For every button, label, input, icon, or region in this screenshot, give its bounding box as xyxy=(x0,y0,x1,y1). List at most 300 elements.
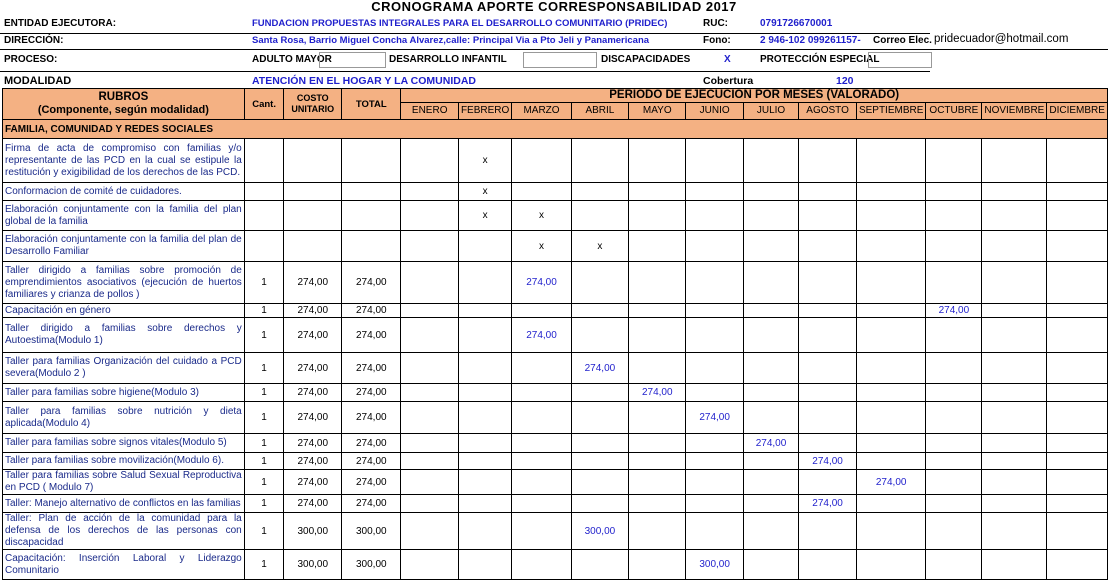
total-cell xyxy=(342,231,401,262)
month-cell xyxy=(629,402,686,434)
table-row xyxy=(3,231,1108,262)
ruc-label: RUC: xyxy=(703,18,728,29)
cant-cell: 1 xyxy=(244,550,284,580)
month-cell xyxy=(926,384,982,402)
proteccion-label: PROTECCIÓN ESPECIAL xyxy=(760,54,880,65)
discapacidades-mark: X xyxy=(724,54,731,65)
month-cell xyxy=(1047,262,1108,304)
month-cell xyxy=(799,353,857,384)
periodo-header: PERIODO DE EJECUCION POR MESES (VALORADO) xyxy=(401,89,1108,103)
total-cell: 274,00 xyxy=(342,384,401,402)
cobertura-label: Cobertura xyxy=(703,75,754,87)
desarrollo-infantil-box xyxy=(523,52,597,68)
month-cell xyxy=(926,318,982,353)
month-cell: x xyxy=(458,183,511,201)
month-cell xyxy=(1047,470,1108,495)
table-row xyxy=(3,550,1108,580)
month-cell xyxy=(926,231,982,262)
table-row xyxy=(3,304,1108,318)
month-cell xyxy=(1047,183,1108,201)
costo-cell: 274,00 xyxy=(284,470,342,495)
month-cell xyxy=(401,550,459,580)
month-cell xyxy=(571,201,628,231)
month-cell xyxy=(982,231,1047,262)
month-cell xyxy=(629,550,686,580)
total-cell: 274,00 xyxy=(342,318,401,353)
costo-cell xyxy=(284,139,342,183)
costo-cell: 274,00 xyxy=(284,353,342,384)
month-cell xyxy=(629,183,686,201)
costo-cell: 300,00 xyxy=(284,550,342,580)
month-cell xyxy=(743,402,798,434)
month-cell xyxy=(799,304,857,318)
modalidad-value: ATENCIÓN EN EL HOGAR Y LA COMUNIDAD xyxy=(252,75,477,87)
entidad-label: ENTIDAD EJECUTORA: xyxy=(4,18,117,29)
month-header: JUNIO xyxy=(686,103,743,120)
month-header: NOVIEMBRE xyxy=(982,103,1047,120)
rubro-description: Taller para familias sobre movilización(Modulo 6). xyxy=(3,453,245,470)
costo-cell xyxy=(284,201,342,231)
month-cell xyxy=(856,495,925,513)
adulto-mayor-label: ADULTO MAYOR xyxy=(252,54,332,65)
month-cell xyxy=(856,402,925,434)
month-cell xyxy=(512,139,571,183)
month-cell xyxy=(458,453,511,470)
month-cell xyxy=(982,402,1047,434)
month-cell xyxy=(512,513,571,550)
total-cell: 274,00 xyxy=(342,353,401,384)
month-cell: 300,00 xyxy=(571,513,628,550)
table-row xyxy=(3,318,1108,353)
month-cell xyxy=(1047,550,1108,580)
month-cell xyxy=(926,139,982,183)
month-cell xyxy=(743,262,798,304)
month-header: DICIEMBRE xyxy=(1047,103,1108,120)
month-header: MAYO xyxy=(629,103,686,120)
month-cell xyxy=(512,384,571,402)
cant-cell: 1 xyxy=(244,495,284,513)
month-cell xyxy=(982,318,1047,353)
month-cell xyxy=(686,231,743,262)
month-cell xyxy=(458,304,511,318)
month-cell xyxy=(629,201,686,231)
month-cell xyxy=(926,402,982,434)
month-cell xyxy=(401,384,459,402)
month-cell xyxy=(571,402,628,434)
cant-cell: 1 xyxy=(244,262,284,304)
month-cell xyxy=(982,434,1047,453)
schedule-table xyxy=(2,88,1108,580)
month-cell xyxy=(629,139,686,183)
month-header: FEBRERO xyxy=(458,103,511,120)
month-cell xyxy=(686,353,743,384)
month-cell xyxy=(629,304,686,318)
rubro-description: Taller para familias sobre signos vitales(Modulo 5) xyxy=(3,434,245,453)
month-cell xyxy=(1047,304,1108,318)
month-cell xyxy=(743,513,798,550)
month-cell xyxy=(743,550,798,580)
month-cell xyxy=(458,262,511,304)
modalidad-label: MODALIDAD xyxy=(4,75,72,87)
month-cell xyxy=(458,402,511,434)
month-cell: x xyxy=(512,231,571,262)
month-cell xyxy=(458,513,511,550)
month-cell xyxy=(686,183,743,201)
fono-value: 2 946-102 099261157- xyxy=(760,35,861,46)
month-cell xyxy=(1047,495,1108,513)
cant-cell: 1 xyxy=(244,513,284,550)
month-cell xyxy=(401,353,459,384)
month-cell xyxy=(926,495,982,513)
month-cell xyxy=(856,384,925,402)
costo-cell: 300,00 xyxy=(284,513,342,550)
costo-cell: 274,00 xyxy=(284,453,342,470)
month-cell xyxy=(1047,353,1108,384)
month-cell xyxy=(571,495,628,513)
rubros-header xyxy=(3,89,245,120)
table-row xyxy=(3,434,1108,453)
header-row-entidad xyxy=(0,16,1108,34)
cant-cell: 1 xyxy=(244,470,284,495)
month-cell xyxy=(743,384,798,402)
month-cell xyxy=(686,495,743,513)
month-cell xyxy=(982,453,1047,470)
month-cell xyxy=(743,318,798,353)
table-row xyxy=(3,201,1108,231)
month-cell xyxy=(1047,434,1108,453)
month-cell: 274,00 xyxy=(686,402,743,434)
month-cell xyxy=(926,353,982,384)
cant-cell: 1 xyxy=(244,353,284,384)
total-cell: 274,00 xyxy=(342,262,401,304)
section-header: FAMILIA, COMUNIDAD Y REDES SOCIALES xyxy=(3,120,1108,139)
month-cell xyxy=(799,434,857,453)
month-cell xyxy=(743,231,798,262)
month-cell xyxy=(799,139,857,183)
month-cell xyxy=(629,231,686,262)
month-cell: 274,00 xyxy=(512,318,571,353)
proteccion-box xyxy=(868,52,932,68)
month-cell xyxy=(629,453,686,470)
month-cell xyxy=(856,353,925,384)
month-cell xyxy=(571,262,628,304)
month-cell xyxy=(401,495,459,513)
rubro-description: Elaboración conjuntamente con la familia del plan global de la familia xyxy=(3,201,245,231)
rubros-label: RUBROS xyxy=(98,91,149,103)
month-cell xyxy=(799,550,857,580)
rubro-description: Firma de acta de compromiso con familias y/o representante de las PCD en la cual se estipule la restitución y exigibilidad de los derechos de las PCD. xyxy=(3,139,245,183)
month-cell xyxy=(982,183,1047,201)
month-cell: x xyxy=(458,139,511,183)
costo-cell: 274,00 xyxy=(284,495,342,513)
ruc-value: 0791726670001 xyxy=(760,18,833,29)
month-cell xyxy=(686,434,743,453)
month-header: AGOSTO xyxy=(799,103,857,120)
cant-cell: 1 xyxy=(244,402,284,434)
cant-cell xyxy=(244,231,284,262)
month-cell xyxy=(571,384,628,402)
month-cell xyxy=(686,453,743,470)
month-cell xyxy=(571,139,628,183)
month-cell xyxy=(686,384,743,402)
month-cell xyxy=(982,470,1047,495)
month-cell xyxy=(629,513,686,550)
costo-cell: 274,00 xyxy=(284,262,342,304)
month-cell xyxy=(629,262,686,304)
month-cell xyxy=(799,470,857,495)
month-cell: x xyxy=(512,201,571,231)
month-cell xyxy=(512,353,571,384)
discapacidades-label: DISCAPACIDADES xyxy=(601,54,691,65)
month-cell xyxy=(512,434,571,453)
month-cell xyxy=(743,139,798,183)
cant-cell: 1 xyxy=(244,384,284,402)
month-cell xyxy=(982,513,1047,550)
month-cell xyxy=(571,434,628,453)
cant-cell xyxy=(244,201,284,231)
month-cell xyxy=(743,353,798,384)
month-cell xyxy=(799,183,857,201)
month-cell: 274,00 xyxy=(743,434,798,453)
month-cell xyxy=(982,304,1047,318)
entidad-value: FUNDACION PROPUESTAS INTEGRALES PARA EL DESARROLLO COMUNITARIO (PRIDEC) xyxy=(252,18,668,29)
cant-cell xyxy=(244,139,284,183)
direccion-label: DIRECCIÓN: xyxy=(4,35,64,46)
month-cell xyxy=(629,353,686,384)
month-cell xyxy=(982,550,1047,580)
divider xyxy=(0,71,930,72)
month-cell xyxy=(743,470,798,495)
rubro-description: Capacitación en género xyxy=(3,304,245,318)
table-row xyxy=(3,384,1108,402)
month-cell xyxy=(458,434,511,453)
month-cell xyxy=(686,139,743,183)
month-cell xyxy=(512,470,571,495)
month-cell xyxy=(401,318,459,353)
month-cell xyxy=(926,201,982,231)
month-cell xyxy=(799,318,857,353)
rubro-description: Taller para familias sobre nutrición y dieta aplicada(Modulo 4) xyxy=(3,402,245,434)
month-cell xyxy=(401,304,459,318)
costo-cell: 274,00 xyxy=(284,318,342,353)
table-row xyxy=(3,353,1108,384)
month-header: MARZO xyxy=(512,103,571,120)
month-cell xyxy=(512,304,571,318)
cant-cell: 1 xyxy=(244,434,284,453)
month-cell xyxy=(401,231,459,262)
rubros-sub-label: (Componente, según modalidad) xyxy=(37,104,209,116)
total-cell: 300,00 xyxy=(342,550,401,580)
total-cell: 274,00 xyxy=(342,402,401,434)
cant-cell: 1 xyxy=(244,453,284,470)
rubro-description: Taller: Plan de acción de la comunidad para la defensa de los derechos de las personas con discapacidad xyxy=(3,513,245,550)
month-cell xyxy=(743,304,798,318)
total-cell: 274,00 xyxy=(342,304,401,318)
month-cell xyxy=(1047,231,1108,262)
total-cell: 274,00 xyxy=(342,495,401,513)
correo-label: Correo Elec. xyxy=(873,35,932,46)
month-cell xyxy=(629,434,686,453)
month-cell xyxy=(982,353,1047,384)
rubro-description: Taller dirigido a familias sobre promoción de emprendimientos asociativos (ejecución de huertos familiares y crianza de pollos ) xyxy=(3,262,245,304)
month-cell xyxy=(512,453,571,470)
proceso-label: PROCESO: xyxy=(4,54,58,65)
month-cell xyxy=(571,550,628,580)
month-cell xyxy=(401,453,459,470)
month-cell xyxy=(629,318,686,353)
total-cell xyxy=(342,139,401,183)
month-cell xyxy=(982,139,1047,183)
month-cell xyxy=(629,495,686,513)
adulto-mayor-box xyxy=(319,52,386,68)
month-cell xyxy=(982,495,1047,513)
rubro-description: Capacitación: Inserción Laboral y Liderazgo Comunitario xyxy=(3,550,245,580)
table-row xyxy=(3,513,1108,550)
month-cell: 274,00 xyxy=(629,384,686,402)
month-cell xyxy=(1047,201,1108,231)
month-cell xyxy=(401,513,459,550)
table-row xyxy=(3,139,1108,183)
month-cell xyxy=(982,384,1047,402)
total-cell: 300,00 xyxy=(342,513,401,550)
month-cell xyxy=(926,262,982,304)
table-row xyxy=(3,495,1108,513)
month-header: JULIO xyxy=(743,103,798,120)
costo-cell xyxy=(284,183,342,201)
table-row xyxy=(3,402,1108,434)
divider xyxy=(0,49,1108,50)
month-cell xyxy=(982,262,1047,304)
cant-cell xyxy=(244,183,284,201)
month-cell xyxy=(458,550,511,580)
month-cell xyxy=(1047,139,1108,183)
month-cell xyxy=(686,513,743,550)
month-cell: x xyxy=(571,231,628,262)
month-cell xyxy=(512,183,571,201)
month-cell xyxy=(743,201,798,231)
cobertura-value: 120 xyxy=(836,75,854,87)
month-cell xyxy=(856,183,925,201)
rubro-description: Taller dirigido a familias sobre derechos y Autoestima(Modulo 1) xyxy=(3,318,245,353)
total-header: TOTAL xyxy=(342,89,401,120)
month-header: ENERO xyxy=(401,103,459,120)
month-cell xyxy=(571,183,628,201)
month-cell xyxy=(458,318,511,353)
rubro-description: Elaboración conjuntamente con la familia del plan de Desarrollo Familiar xyxy=(3,231,245,262)
month-cell xyxy=(401,201,459,231)
month-cell xyxy=(458,384,511,402)
month-cell xyxy=(743,183,798,201)
month-cell xyxy=(856,550,925,580)
month-cell xyxy=(926,183,982,201)
month-cell xyxy=(856,304,925,318)
table-row xyxy=(3,453,1108,470)
month-cell xyxy=(629,470,686,495)
header-row-modalidad xyxy=(0,73,1108,89)
cant-header: Cant. xyxy=(244,89,284,120)
month-cell xyxy=(799,231,857,262)
month-cell: 274,00 xyxy=(512,262,571,304)
month-cell xyxy=(856,201,925,231)
month-cell xyxy=(512,550,571,580)
table-row xyxy=(3,262,1108,304)
month-cell xyxy=(686,304,743,318)
rubro-description: Taller: Manejo alternativo de conflictos en las familias xyxy=(3,495,245,513)
month-cell xyxy=(401,262,459,304)
month-cell xyxy=(926,470,982,495)
costo-cell: 274,00 xyxy=(284,402,342,434)
month-cell: 274,00 xyxy=(571,353,628,384)
month-cell xyxy=(512,495,571,513)
month-cell xyxy=(686,201,743,231)
month-cell xyxy=(926,550,982,580)
month-cell xyxy=(1047,513,1108,550)
month-cell xyxy=(686,318,743,353)
table-row xyxy=(3,470,1108,495)
month-cell xyxy=(856,453,925,470)
costo-cell: 274,00 xyxy=(284,384,342,402)
rubro-description: Taller para familias sobre higiene(Modulo 3) xyxy=(3,384,245,402)
month-cell xyxy=(799,402,857,434)
month-cell xyxy=(458,470,511,495)
month-cell xyxy=(401,470,459,495)
month-cell xyxy=(926,453,982,470)
month-cell xyxy=(571,470,628,495)
month-cell xyxy=(401,402,459,434)
month-header: ABRIL xyxy=(571,103,628,120)
month-cell: 274,00 xyxy=(856,470,925,495)
desarrollo-infantil-label: DESARROLLO INFANTIL xyxy=(389,54,507,65)
month-cell xyxy=(926,434,982,453)
month-cell xyxy=(458,495,511,513)
month-cell: 300,00 xyxy=(686,550,743,580)
month-cell xyxy=(1047,318,1108,353)
month-header: SEPTIEMBRE xyxy=(856,103,925,120)
month-cell xyxy=(571,304,628,318)
costo-cell: 274,00 xyxy=(284,434,342,453)
month-cell xyxy=(743,453,798,470)
costo-cell: 274,00 xyxy=(284,304,342,318)
month-cell xyxy=(458,353,511,384)
correo-value: pridecuador@hotmail.com xyxy=(934,33,1069,45)
month-cell: x xyxy=(458,201,511,231)
page-title: CRONOGRAMA APORTE CORRESPONSABILIDAD 2017 xyxy=(371,0,737,14)
month-cell xyxy=(743,495,798,513)
month-cell xyxy=(686,262,743,304)
month-cell xyxy=(856,318,925,353)
month-cell xyxy=(799,201,857,231)
month-cell xyxy=(799,513,857,550)
month-header: OCTUBRE xyxy=(926,103,982,120)
month-cell xyxy=(401,434,459,453)
total-cell xyxy=(342,201,401,231)
total-cell: 274,00 xyxy=(342,470,401,495)
month-cell xyxy=(401,139,459,183)
cant-cell: 1 xyxy=(244,304,284,318)
month-cell: 274,00 xyxy=(926,304,982,318)
rubro-description: Taller para familias Organización del cuidado a PCD severa(Modulo 2 ) xyxy=(3,353,245,384)
rubro-description: Conformacion de comité de cuidadores. xyxy=(3,183,245,201)
month-cell xyxy=(856,513,925,550)
total-cell: 274,00 xyxy=(342,453,401,470)
month-cell xyxy=(982,201,1047,231)
month-cell xyxy=(856,262,925,304)
month-cell xyxy=(686,470,743,495)
month-cell: 274,00 xyxy=(799,453,857,470)
month-cell xyxy=(799,262,857,304)
month-cell xyxy=(1047,402,1108,434)
table-row xyxy=(3,183,1108,201)
